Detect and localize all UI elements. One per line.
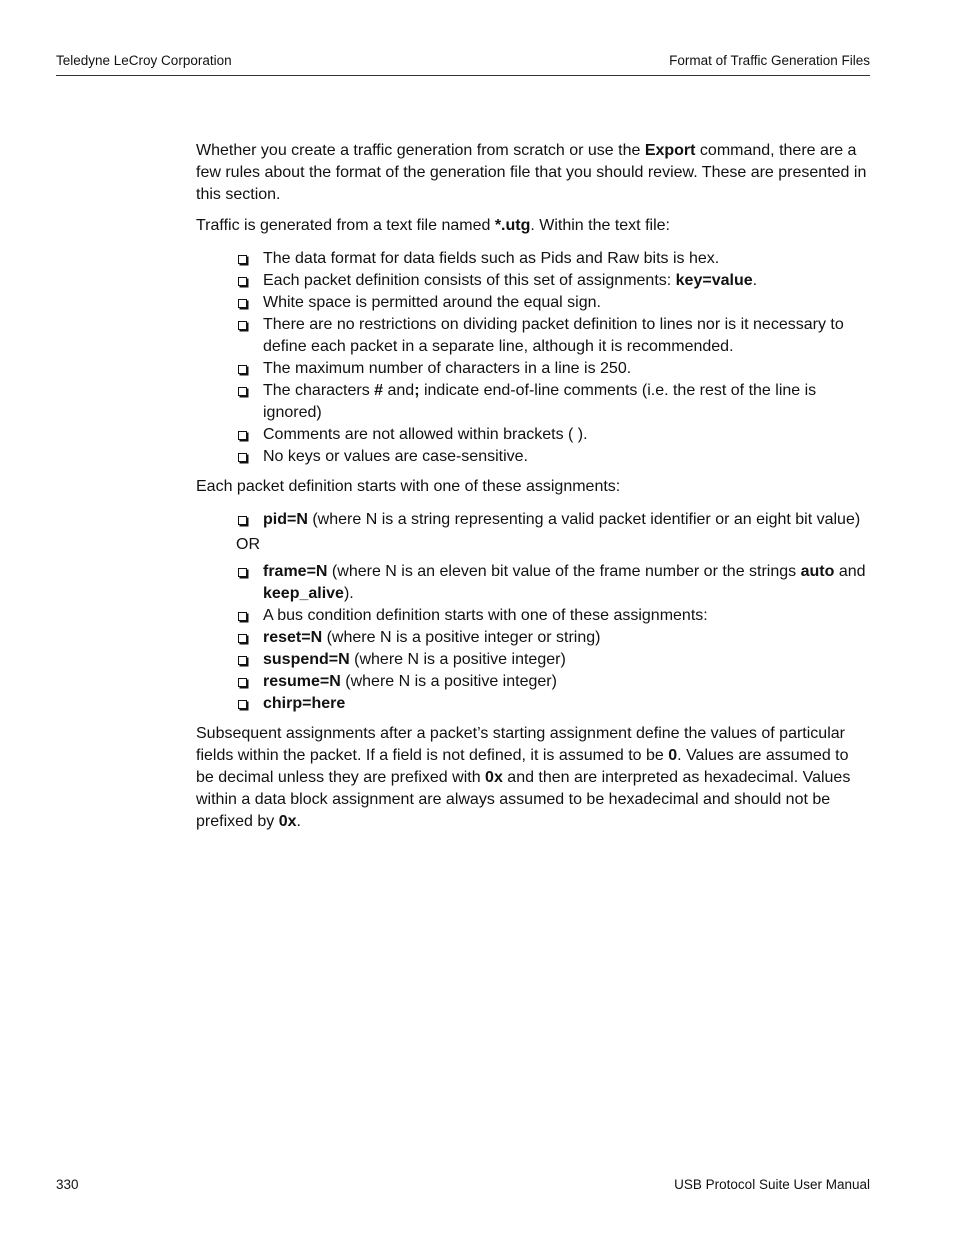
page-header [56,53,870,76]
list-item [263,649,870,671]
checkbox-bullet-icon [238,568,247,577]
checkbox-bullet-icon [238,299,247,308]
rule-text: The maximum number of characters in a line is 250. [263,360,632,377]
checkbox-bullet-icon [238,700,247,709]
pid-description: (where N is a string representing a valid packet identifier or an eight bit value) [307,511,861,528]
closing-bold: 0x [485,769,503,786]
utg-extension: *.utg [494,217,531,234]
rule-text: No keys or values are case-sensitive. [263,448,528,465]
resume-key: resume=N [263,673,341,690]
checkbox-bullet-icon [238,365,247,374]
checkbox-bullet-icon [238,678,247,687]
checkbox-bullet-icon [238,277,247,286]
reset-key: reset=N [263,629,323,646]
frame-keep-alive: keep_alive [263,585,344,602]
or-separator: OR [236,536,260,553]
pid-key: pid=N [263,511,308,528]
packet-def-intro: Each packet definition starts with one of these assignments: [196,478,621,495]
list-item [263,627,870,649]
rule-text: Comments are not allowed within brackets ( ). [263,426,588,443]
closing-paragraph [196,723,870,833]
list-item [263,380,870,424]
list-item [263,693,870,715]
list-item [263,270,870,292]
checkbox-bullet-icon [238,634,247,643]
rule-text: Each packet definition consists of this set of assignments: [263,272,676,289]
rule-bold: # [374,382,384,399]
utg-paragraph [196,215,870,237]
closing-text: and then are interpreted as hexadecimal. Values within a data block assignment are always assumed to be hexadecimal and should not be prefixed by [196,769,851,830]
rule-text: indicate end-of-line comments (i.e. the rest of the line is ignored) [263,382,817,421]
page-footer [56,1177,870,1192]
list-item [263,671,870,693]
checkbox-bullet-icon [238,255,247,264]
frame-auto: auto [800,563,835,580]
rule-bold: ; [414,382,420,399]
rule-text: White space is permitted around the equal sign. [263,294,601,311]
rules-list [196,248,870,468]
footer-manual-title: USB Protocol Suite User Manual [674,1177,870,1192]
header-section-title: Format of Traffic Generation Files [669,53,870,68]
rule-bold: key=value [675,272,753,289]
bus-condition-text: A bus condition definition starts with one of these assignments: [263,607,708,624]
closing-bold: 0 [668,747,678,764]
list-item [263,314,870,358]
checkbox-bullet-icon [238,431,247,440]
rule-text: The characters [263,382,375,399]
utg-text: Traffic is generated from a text file named [196,217,495,234]
chirp-key: chirp=here [263,695,346,712]
frame-description: ). [343,585,354,602]
header-company: Teledyne LeCroy Corporation [56,53,232,68]
closing-text: Subsequent assignments after a packet’s starting assignment define the values of particular fields within the packet. If a field is not defined, it is assumed to be [196,725,845,764]
suspend-key: suspend=N [263,651,350,668]
frame-list [196,561,870,715]
intro-text-continued: command, there are a few rules about the format of the generation file that you should review. These are presented in this section. [196,142,867,203]
suspend-description: (where N is a positive integer) [349,651,566,668]
utg-text-continued: . Within the text file: [530,217,670,234]
checkbox-bullet-icon [238,516,247,525]
closing-bold: 0x [278,813,297,830]
intro-paragraph [196,140,870,206]
list-item [263,248,870,270]
rule-text: . [752,272,758,289]
checkbox-bullet-icon [238,453,247,462]
pid-list [196,509,870,531]
rule-text: and [383,382,415,399]
list-item [263,292,870,314]
frame-key: frame=N [263,563,328,580]
closing-text: . Values are assumed to be decimal unless they are prefixed with [196,747,849,786]
checkbox-bullet-icon [238,656,247,665]
page-number: 330 [56,1177,79,1192]
list-item [263,424,870,446]
reset-description: (where N is a positive integer or string) [322,629,601,646]
frame-description: and [834,563,866,580]
list-item [263,561,870,605]
checkbox-bullet-icon [238,387,247,396]
export-command: Export [644,142,696,159]
checkbox-bullet-icon [238,612,247,621]
resume-description: (where N is a positive integer) [340,673,557,690]
page-body [196,140,870,842]
list-item [263,446,870,468]
list-item [263,605,870,627]
intro-text: Whether you create a traffic generation from scratch or use the [196,142,645,159]
closing-text: . [296,813,301,830]
rule-text: There are no restrictions on dividing packet definition to lines nor is it necessary to define each packet in a separate line, although it is recommended. [263,316,844,355]
list-item [263,358,870,380]
rule-text: The data format for data fields such as Pids and Raw bits is hex. [263,250,720,267]
checkbox-bullet-icon [238,321,247,330]
list-item [263,509,870,531]
frame-description: (where N is an eleven bit value of the frame number or the strings [327,563,801,580]
